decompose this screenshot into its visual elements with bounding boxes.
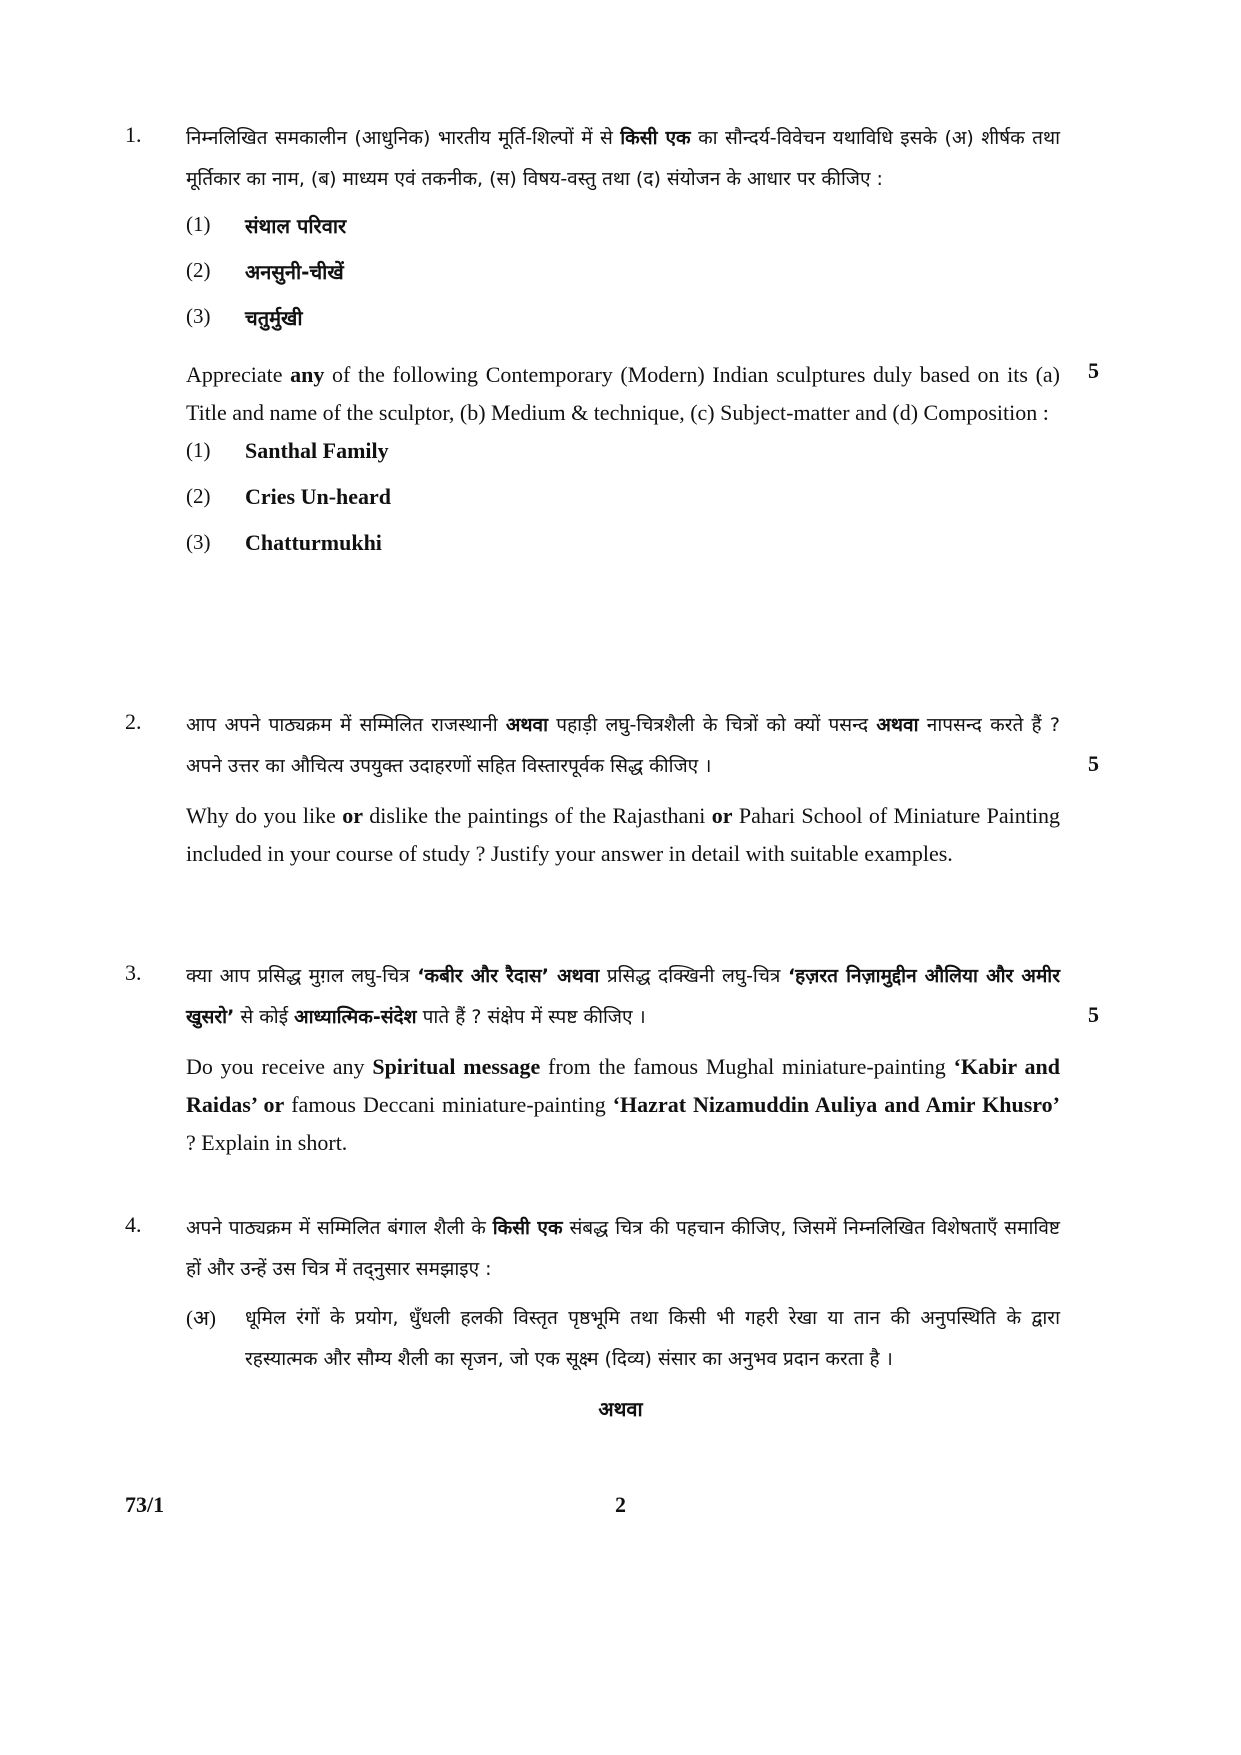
text: का सौन्दर्य-विवेचन यथाविधि इसके (अ) शीर्षक तथा मूर्तिकार का नाम, (ब) माध्यम एवं तकनीक, (स) विषय-वस्तु तथा (द) संयोजन के आधार पर कीजिए : [186,127,1061,190]
question-text-hindi [186,1208,1060,1290]
bold-text: ‘Hazrat Nizamuddin Auliya and Amir Khusro’ [612,1092,1060,1117]
sub-item-label: (अ) [186,1306,217,1330]
text: dislike the paintings of the Rajasthani [362,803,712,828]
text: famous Deccani miniature-painting [284,1092,613,1117]
bold-text: or [342,803,363,828]
option-text: संथाल परिवार [245,214,347,238]
option-label: (1) [186,212,211,236]
text: of the following Contemporary (Modern) Indian sculptures duly based on its (a) Title and name of the sculptor, (b) Medium & technique, (c) Subject-matter and (d) Composition : [186,362,1061,425]
text: प्रसिद्ध दक्खिनी लघु-चित्र [599,965,788,987]
option-item [186,258,1060,304]
question-body [186,956,1060,1162]
question-number: 3. [125,960,142,985]
bold-text: or [711,803,733,828]
question-body [186,705,1060,873]
text: पहाड़ी लघु-चित्रशैली के चित्रों को क्यों पसन्द [548,714,877,736]
option-item [186,530,1060,576]
question-body [186,1208,1060,1380]
option-text: Chatturmukhi [245,530,382,555]
option-item [186,438,1060,484]
text: Why do you like [186,803,343,828]
bold-text: अथवा [505,714,549,736]
question-number: 1. [125,122,142,147]
sub-item [186,1298,1060,1380]
bold-text: किसी एक [492,1217,563,1239]
marks: 5 [1088,358,1099,383]
bold-text: आध्यात्मिक-संदेश [294,1006,417,1028]
option-text: अनसुनी-चीखें [245,260,344,284]
option-label: (3) [186,304,211,328]
question-text-english [186,1048,1060,1162]
bold-text: Spiritual message [372,1054,541,1079]
marks: 5 [1088,751,1099,776]
option-item [186,212,1060,258]
text: आप अपने पाठ्यक्रम में सम्मिलित राजस्थानी [186,714,506,736]
option-label: (2) [186,484,211,508]
question-text-english [186,356,1060,432]
bold-text: किसी एक [620,127,691,149]
option-item [186,484,1060,530]
option-label: (3) [186,530,211,554]
text: ? Explain in short. [186,1130,348,1155]
text: निम्नलिखित समकालीन (आधुनिक) भारतीय मूर्ति-शिल्पों में से [186,127,621,149]
text: Pahari School of Miniature Painting included in your course of study ? Justify your answer in detail with suitable examples. [186,803,1060,866]
option-label: (1) [186,438,211,462]
bold-text: any [290,362,325,387]
text: से कोई [234,1006,295,1028]
question-number: 4. [125,1212,142,1237]
question-number: 2. [125,709,142,734]
option-text: चतुर्मुखी [245,306,303,330]
question-text-english [186,797,1060,873]
page-number: 2 [615,1492,626,1517]
question-text-hindi [186,705,1060,787]
paper-code: 73/1 [125,1492,165,1517]
question-text-hindi [186,118,1060,200]
marks: 5 [1088,1002,1099,1027]
option-item [186,304,1060,350]
text: नापसन्द करते हैं ? अपने उत्तर का औचित्य उपयुक्त उदाहरणों सहित विस्तारपूर्वक सिद्ध कीजिए । [186,714,1060,777]
question-body [186,118,1060,576]
question-text-hindi [186,956,1060,1038]
sub-item-text: धूमिल रंगों के प्रयोग, धुँधली हलकी विस्तृत पृष्ठभूमि तथा किसी भी गहरी रेखा या तान की अनुपस्थिति के द्वारा रहस्यात्मक और सौम्य शैली का सृजन, जो एक सूक्ष्म (दिव्य) संसार का अनुभव प्रदान करता है । [245,1307,1060,1370]
text: from the famous Mughal miniature-painting [540,1054,954,1079]
option-text: Santhal Family [245,438,389,463]
option-label: (2) [186,258,211,282]
text: Appreciate [186,362,291,387]
text: Do you receive any [186,1054,373,1079]
bold-text: ‘कबीर और रैदास’ अथवा [417,965,600,987]
text: पाते हैं ? संक्षेप में स्पष्ट कीजिए । [416,1006,646,1028]
bold-text: ‘Kabir and Raidas’ or [186,1054,1060,1117]
option-text: Cries Un-heard [245,484,392,509]
text: संबद्ध चित्र की पहचान कीजिए, जिसमें निम्नलिखित विशेषताएँ समाविष्ट हों और उन्हें उस चित्र में तद्नुसार समझाइए : [186,1217,1061,1280]
bold-text: ‘हज़रत निज़ामुद्दीन औलिया और अमीर खुसरो’ [186,965,1060,1028]
athva-separator: अथवा [598,1397,643,1421]
bold-text: अथवा [876,714,919,736]
text: अपने पाठ्यक्रम में सम्मिलित बंगाल शैली के [186,1217,493,1239]
text: क्या आप प्रसिद्ध मुग़ल लघु-चित्र [186,965,418,987]
